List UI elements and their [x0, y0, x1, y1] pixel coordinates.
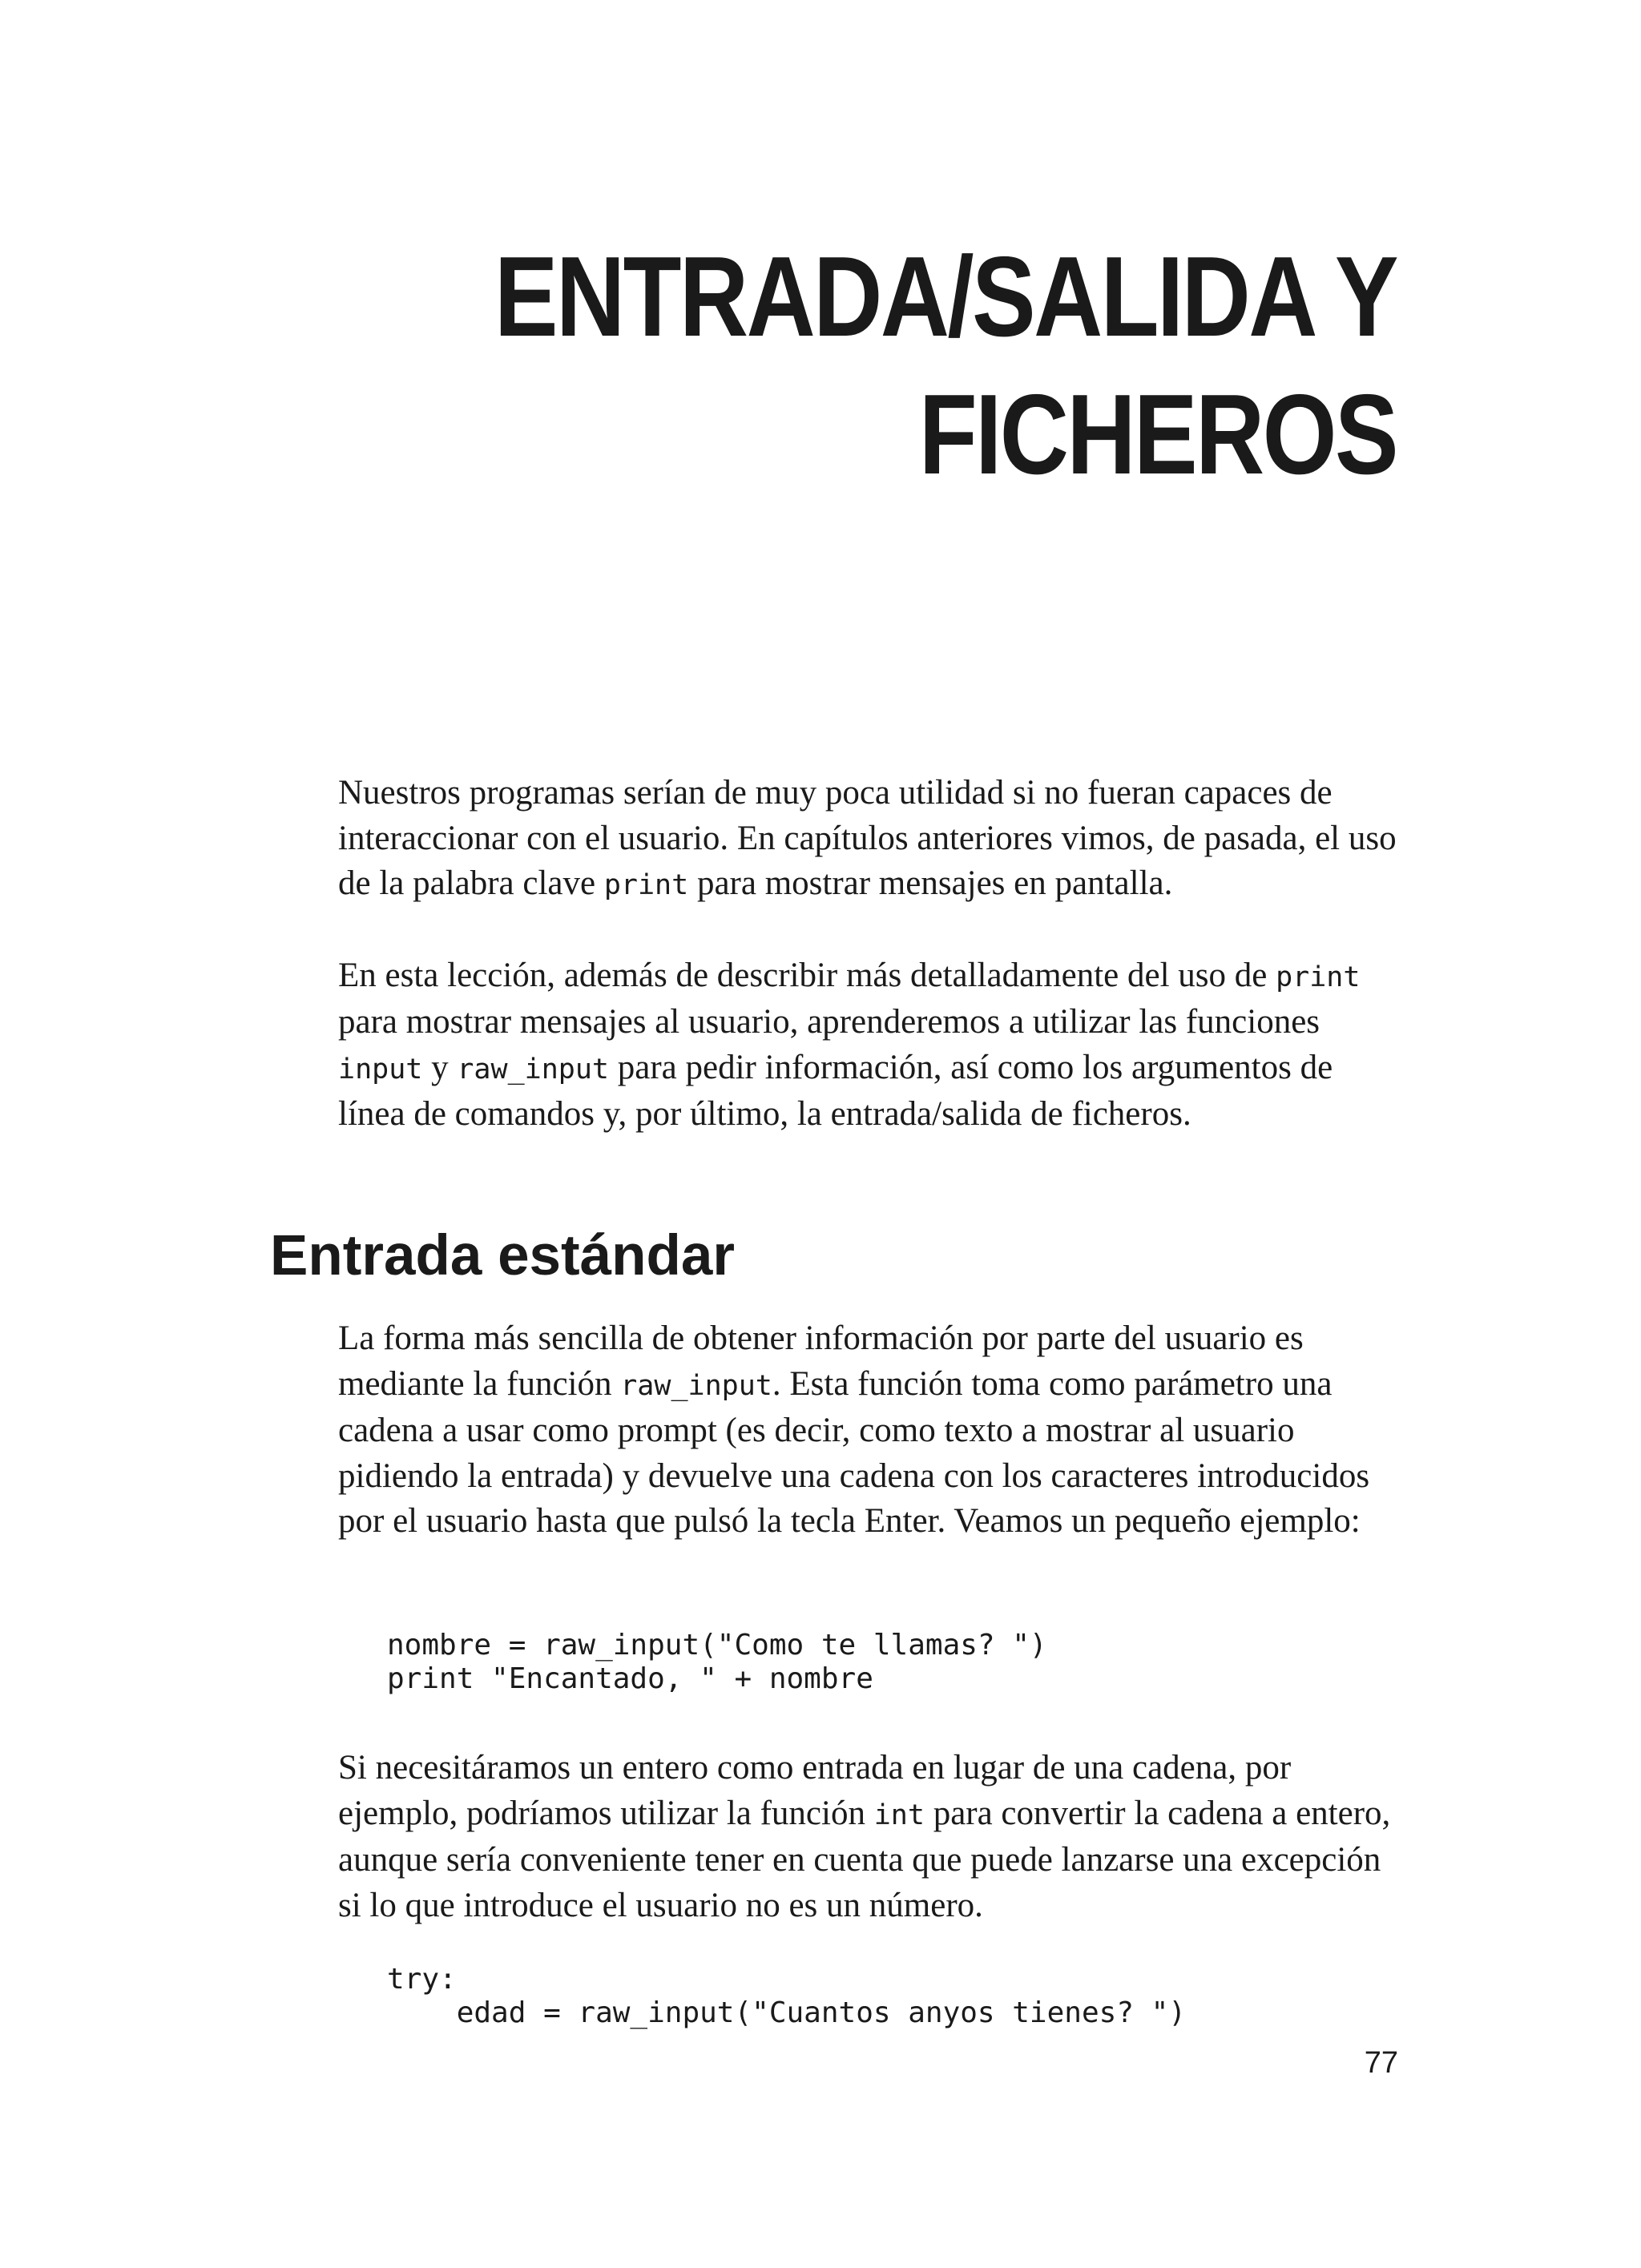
- intro-section: [338, 771, 1404, 1138]
- text-run: Si necesitáramos un entero como entrada en lugar de una cadena, por ejemplo, podríamos utilizar la función: [338, 1749, 1292, 1832]
- text-run: para mostrar mensajes en pantalla.: [688, 864, 1173, 902]
- page-number: 77: [1364, 2046, 1398, 2080]
- section-heading: Entrada estándar: [270, 1224, 736, 1287]
- code-example-1: nombre = raw_input("Como te llamas? ") print "Encantado, " + nombre: [387, 1629, 1047, 1695]
- text-run: para mostrar mensajes al usuario, aprenderemos a utilizar las funciones: [338, 1003, 1320, 1041]
- inline-code: raw_input: [457, 1053, 610, 1086]
- section-body-1: [338, 1316, 1404, 1545]
- text-run: . Esta función toma como parámetro una cadena a usar como prompt (es decir, como texto a mostrar al usuario pidiendo la entrada) y devuelve una cadena con los caracteres introducidos por el usuario hasta que pulsó la tecla Enter. Veamos un pequeño ejemplo:: [338, 1364, 1370, 1540]
- intro-paragraph-1: [338, 771, 1404, 908]
- section-paragraph-2: [338, 1746, 1404, 1928]
- text-run: Nuestros programas serían de muy poca utilidad si no fueran capaces de interaccionar con el usuario. En capítulos anteriores vimos, de pasada, el uso de la palabra clave: [338, 774, 1397, 902]
- section-body-2: [338, 1746, 1404, 1928]
- text-run: para pedir información, así como los argumentos de línea de comandos y, por último, la entrada/salida de ficheros.: [338, 1048, 1333, 1133]
- inline-code: input: [338, 1053, 423, 1086]
- chapter-title: [454, 228, 1397, 504]
- text-run: La forma más sencilla de obtener información por parte del usuario es mediante la función: [338, 1319, 1304, 1403]
- chapter-title-line-1: ENTRADA/SALIDA Y: [494, 233, 1397, 361]
- text-run: y: [422, 1048, 458, 1086]
- inline-code: raw_input: [620, 1369, 772, 1402]
- section-paragraph-1: [338, 1316, 1404, 1545]
- code-example-2: try: edad = raw_input("Cuantos anyos tienes? "): [387, 1963, 1186, 2029]
- inline-code: int: [873, 1799, 925, 1831]
- text-run: En esta lección, además de describir más detalladamente del uso de: [338, 956, 1276, 994]
- intro-paragraph-2: [338, 953, 1404, 1138]
- inline-code: print: [1276, 961, 1361, 993]
- text-run: para convertir la cadena a entero, aunque sería conveniente tener en cuenta que puede lanzarse una excepción si lo que introduce el usuario no es un número.: [338, 1794, 1391, 1924]
- chapter-title-line-2: FICHEROS: [918, 371, 1397, 498]
- inline-code: print: [603, 869, 689, 901]
